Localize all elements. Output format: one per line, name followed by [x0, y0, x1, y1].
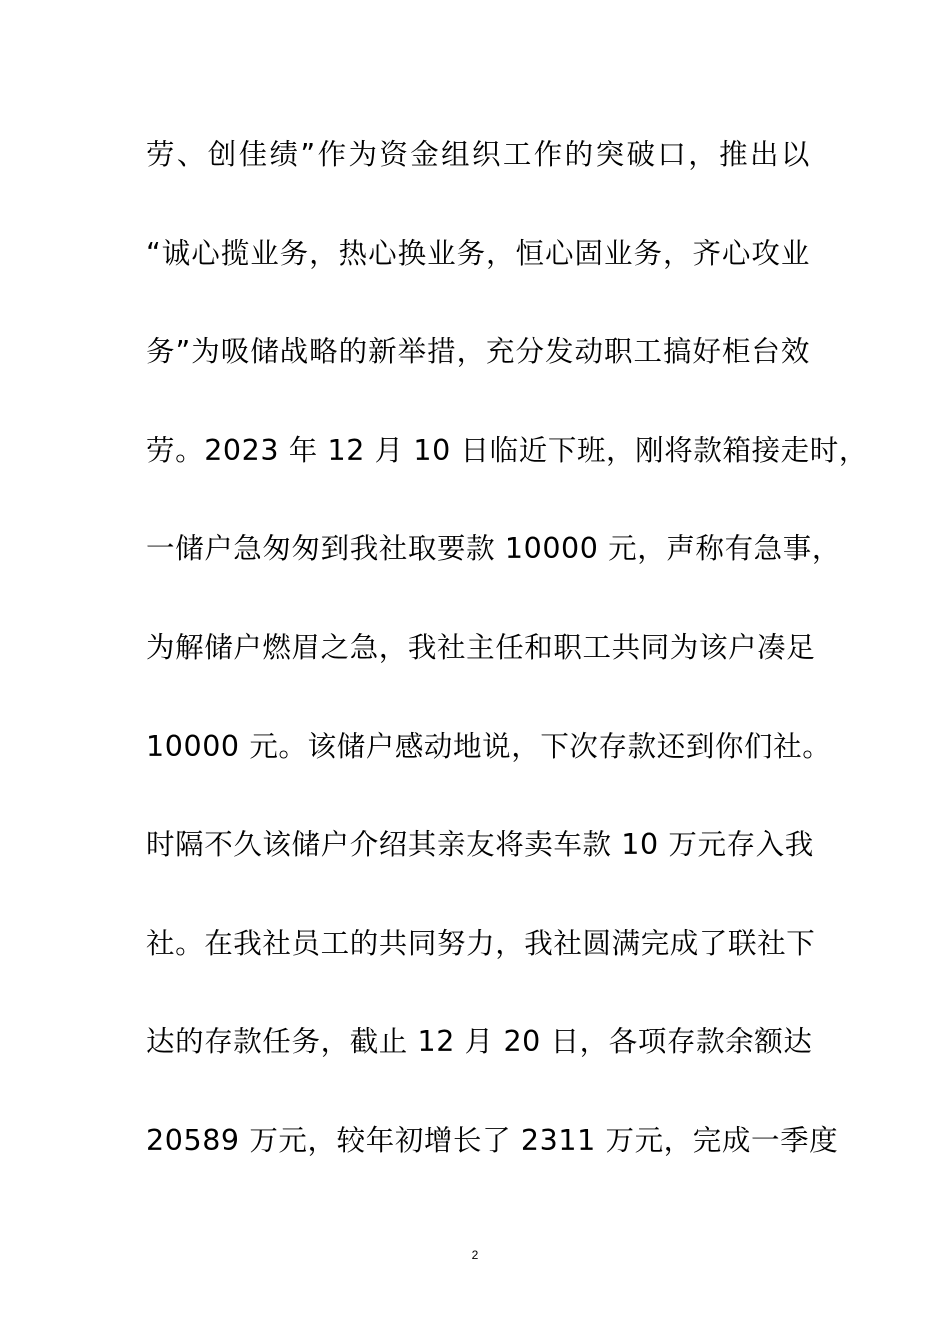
text-line: 务”为吸储战略的新举措，充分发动职工搞好柜台效 — [146, 335, 810, 369]
page-number: 2 — [471, 1248, 479, 1262]
text-line: 达的存款任务，截止 12 月 20 日，各项存款余额达 — [146, 1025, 813, 1059]
body-text — [146, 130, 868, 1215]
text-line: 劳。2023 年 12 月 10 日临近下班，刚将款箱接走时， — [146, 433, 868, 467]
text-line: 一储户急匆匆到我社取要款 10000 元，声称有急事， — [146, 532, 841, 566]
text-line: 10000 元。该储户感动地说，下次存款还到你们社。 — [146, 729, 832, 763]
text-line: 20589 万元，较年初增长了 2311 万元，完成一季度 — [146, 1123, 839, 1157]
text-line: 为解储户燃眉之急，我社主任和职工共同为该户凑足 — [146, 630, 816, 664]
text-line: 时隔不久该储户介绍其亲友将卖车款 10 万元存入我 — [146, 828, 814, 862]
text-line: “诚心揽业务，热心换业务，恒心固业务，齐心攻业 — [146, 236, 810, 270]
text-line: 劳、创佳绩”作为资金组织工作的突破口，推出以 — [146, 138, 810, 171]
text-line: 社。在我社员工的共同努力，我社圆满完成了联社下 — [146, 926, 816, 960]
